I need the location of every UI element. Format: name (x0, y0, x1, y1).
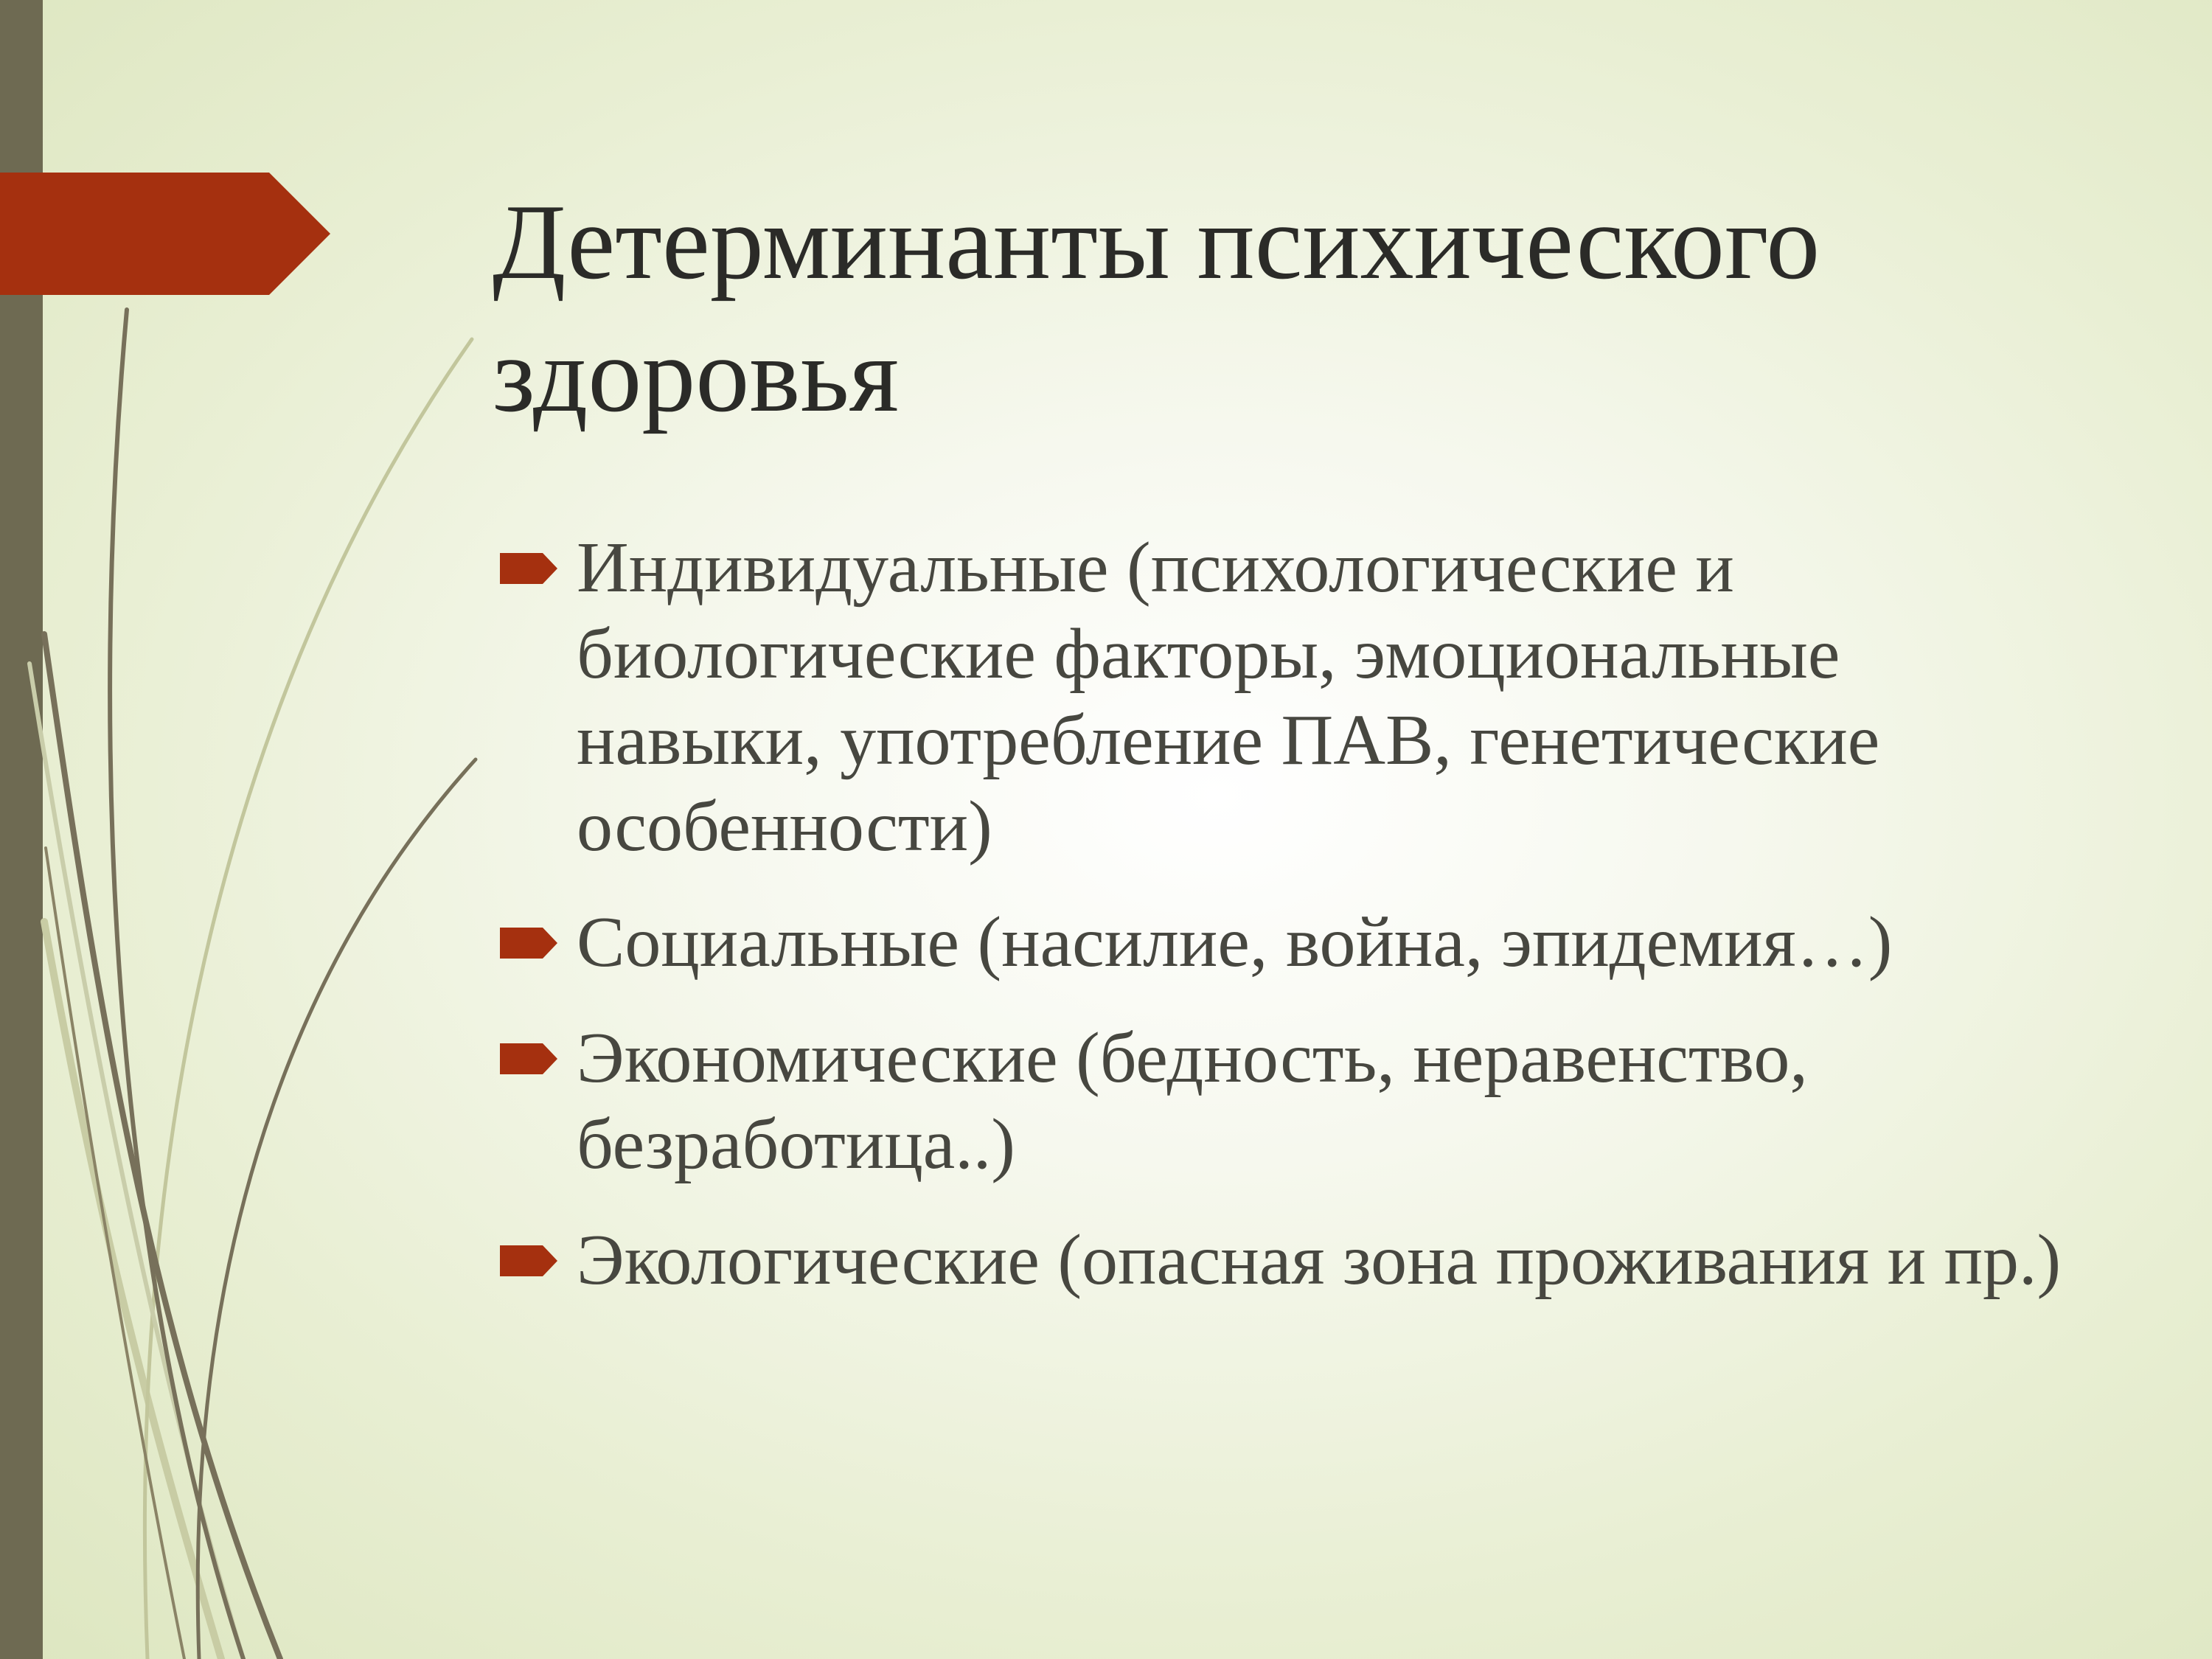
bullet-text: Экономические (бедность, неравенство, безработица..) (577, 1018, 1808, 1184)
bullet-item-social (500, 900, 2093, 986)
red-arrow-tab-icon (0, 0, 339, 302)
slide-title: Детерминанты психического здоровья (493, 182, 1820, 434)
arrow-bullet-icon (500, 1043, 557, 1074)
bullet-text: Социальные (насилие, война, эпидемия…) (577, 902, 1893, 982)
bullet-item-economic (500, 1015, 2093, 1188)
arrow-bullet-icon (500, 1245, 557, 1276)
bullet-item-ecological (500, 1217, 2093, 1304)
arrow-bullet-icon (500, 553, 557, 584)
bullet-item-individual (500, 525, 2093, 870)
bullet-list (500, 525, 2093, 1333)
arrow-bullet-icon (500, 928, 557, 959)
bullet-text: Экологические (опасная зона проживания и пр.) (577, 1220, 2062, 1300)
bullet-text: Индивидуальные (психологические и биологические факторы, эмоциональные навыки, употребление ПАВ, генетические особенности) (577, 528, 1880, 866)
